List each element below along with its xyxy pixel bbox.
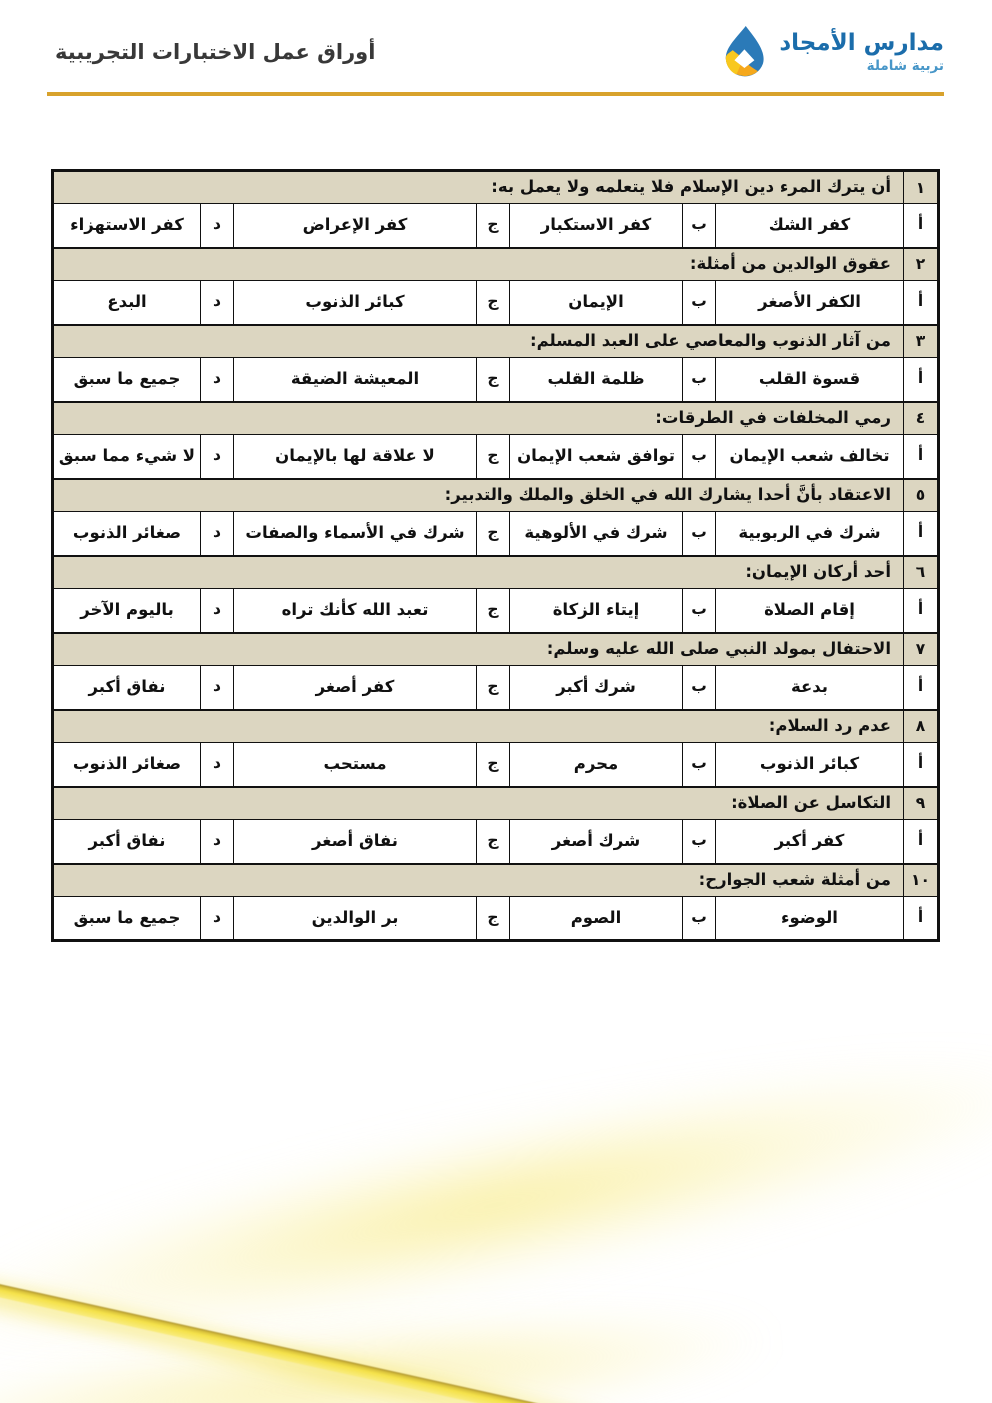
option-j-text: كفر أصغر <box>234 666 477 710</box>
option-letter-j: ج <box>477 820 510 864</box>
option-b-text: ظلمة القلب <box>510 358 683 402</box>
question-text: التكاسل عن الصلاة: <box>53 787 904 820</box>
yellow-glow-swoosh <box>0 1012 992 1398</box>
option-d-text: صغائر الذنوب <box>53 743 201 787</box>
question-text: عدم رد السلام: <box>53 710 904 743</box>
question-number: ٤ <box>904 402 939 435</box>
option-letter-a: أ <box>904 897 939 941</box>
school-logo <box>718 24 944 80</box>
question-text: الاحتفال بمولد النبي صلى الله عليه وسلم: <box>53 633 904 666</box>
question-number: ١ <box>904 171 939 204</box>
option-d-text: كفر الاستهزاء <box>53 204 201 248</box>
option-d-text: لا شيء مما سبق <box>53 435 201 479</box>
option-a-text: قسوة القلب <box>716 358 904 402</box>
question-row <box>53 556 939 589</box>
question-text: من آثار الذنوب والمعاصي على العبد المسلم: <box>53 325 904 358</box>
option-letter-a: أ <box>904 358 939 402</box>
option-a-text: كفر الشك <box>716 204 904 248</box>
option-letter-a: أ <box>904 435 939 479</box>
header-divider <box>47 92 944 96</box>
option-j-text: نفاق أصغر <box>234 820 477 864</box>
option-j-text: المعيشة الضيقة <box>234 358 477 402</box>
option-d-text: نفاق أكبر <box>53 820 201 864</box>
option-j-text: شرك في الأسماء والصفات <box>234 512 477 556</box>
options-row <box>53 820 939 864</box>
option-a-text: بدعة <box>716 666 904 710</box>
option-letter-a: أ <box>904 512 939 556</box>
quiz-table-body <box>53 171 939 941</box>
option-d-text: البدع <box>53 281 201 325</box>
option-letter-j: ج <box>477 358 510 402</box>
option-letter-a: أ <box>904 589 939 633</box>
droplet-logo-icon <box>718 24 770 80</box>
options-row <box>53 897 939 941</box>
option-j-text: لا علاقة لها بالإيمان <box>234 435 477 479</box>
question-row <box>53 248 939 281</box>
options-row <box>53 435 939 479</box>
options-row <box>53 281 939 325</box>
option-letter-d: د <box>201 820 234 864</box>
option-letter-j: ج <box>477 589 510 633</box>
option-a-text: تخالف شعب الإيمان <box>716 435 904 479</box>
option-letter-b: ب <box>683 512 716 556</box>
question-row <box>53 633 939 666</box>
option-letter-a: أ <box>904 204 939 248</box>
option-letter-d: د <box>201 743 234 787</box>
option-b-text: شرك أصغر <box>510 820 683 864</box>
page-title: أوراق عمل الاختبارات التجريبية <box>55 39 376 64</box>
question-row <box>53 325 939 358</box>
option-a-text: شرك في الربوبية <box>716 512 904 556</box>
option-b-text: الإيمان <box>510 281 683 325</box>
question-text: أحد أركان الإيمان: <box>53 556 904 589</box>
question-row <box>53 787 939 820</box>
option-letter-a: أ <box>904 281 939 325</box>
option-letter-a: أ <box>904 743 939 787</box>
options-row <box>53 666 939 710</box>
question-number: ٢ <box>904 248 939 281</box>
question-text: أن يترك المرء دين الإسلام فلا يتعلمه ولا يعمل به: <box>53 171 904 204</box>
option-j-text: بر الوالدين <box>234 897 477 941</box>
options-row <box>53 589 939 633</box>
option-letter-j: ج <box>477 666 510 710</box>
option-letter-j: ج <box>477 435 510 479</box>
option-letter-d: د <box>201 281 234 325</box>
option-letter-b: ب <box>683 589 716 633</box>
option-letter-d: د <box>201 358 234 402</box>
option-letter-a: أ <box>904 666 939 710</box>
option-letter-d: د <box>201 435 234 479</box>
option-a-text: إقام الصلاة <box>716 589 904 633</box>
option-d-text: جميع ما سبق <box>53 897 201 941</box>
option-letter-j: ج <box>477 512 510 556</box>
option-b-text: شرك في الألوهية <box>510 512 683 556</box>
options-row <box>53 512 939 556</box>
school-tagline: تربية شاملة <box>866 57 944 74</box>
option-letter-b: ب <box>683 358 716 402</box>
question-row <box>53 710 939 743</box>
option-d-text: باليوم الآخر <box>53 589 201 633</box>
option-b-text: محرم <box>510 743 683 787</box>
question-number: ٨ <box>904 710 939 743</box>
option-b-text: إيتاء الزكاة <box>510 589 683 633</box>
option-b-text: الصوم <box>510 897 683 941</box>
option-letter-d: د <box>201 897 234 941</box>
option-letter-j: ج <box>477 743 510 787</box>
options-row <box>53 358 939 402</box>
school-name: مدارس الأمجاد <box>779 30 944 57</box>
option-d-text: جميع ما سبق <box>53 358 201 402</box>
option-letter-d: د <box>201 204 234 248</box>
option-a-text: الكفر الأصغر <box>716 281 904 325</box>
option-letter-j: ج <box>477 281 510 325</box>
logo-text-block <box>779 30 944 73</box>
options-row <box>53 204 939 248</box>
question-text: عقوق الوالدين من أمثلة: <box>53 248 904 281</box>
question-number: ٦ <box>904 556 939 589</box>
option-letter-d: د <box>201 666 234 710</box>
option-a-text: الوضوء <box>716 897 904 941</box>
question-number: ١٠ <box>904 864 939 897</box>
option-d-text: نفاق أكبر <box>53 666 201 710</box>
option-b-text: توافق شعب الإيمان <box>510 435 683 479</box>
option-a-text: كبائر الذنوب <box>716 743 904 787</box>
question-text: رمي المخلفات في الطرقات: <box>53 402 904 435</box>
question-row <box>53 171 939 204</box>
option-j-text: كبائر الذنوب <box>234 281 477 325</box>
option-letter-b: ب <box>683 743 716 787</box>
option-b-text: كفر الاستكبار <box>510 204 683 248</box>
page-header <box>0 0 992 92</box>
option-letter-j: ج <box>477 897 510 941</box>
option-j-text: كفر الإعراض <box>234 204 477 248</box>
options-row <box>53 743 939 787</box>
option-letter-d: د <box>201 512 234 556</box>
option-d-text: صغائر الذنوب <box>53 512 201 556</box>
option-j-text: تعبد الله كأنك تراه <box>234 589 477 633</box>
option-letter-b: ب <box>683 435 716 479</box>
question-text: من أمثلة شعب الجوارح: <box>53 864 904 897</box>
option-letter-b: ب <box>683 666 716 710</box>
option-a-text: كفر أكبر <box>716 820 904 864</box>
yellow-ribbon-band <box>0 1279 602 1403</box>
option-letter-j: ج <box>477 204 510 248</box>
question-number: ٧ <box>904 633 939 666</box>
question-text: الاعتقاد بأنَّ أحدا يشارك الله في الخلق والملك والتدبير: <box>53 479 904 512</box>
option-letter-d: د <box>201 589 234 633</box>
option-b-text: شرك أكبر <box>510 666 683 710</box>
option-j-text: مستحب <box>234 743 477 787</box>
option-letter-b: ب <box>683 897 716 941</box>
question-number: ٩ <box>904 787 939 820</box>
question-row <box>53 864 939 897</box>
question-number: ٥ <box>904 479 939 512</box>
option-letter-b: ب <box>683 204 716 248</box>
yellow-glow-bottom <box>0 1283 783 1403</box>
question-row <box>53 479 939 512</box>
question-row <box>53 402 939 435</box>
option-letter-b: ب <box>683 820 716 864</box>
option-letter-a: أ <box>904 820 939 864</box>
option-letter-b: ب <box>683 281 716 325</box>
question-number: ٣ <box>904 325 939 358</box>
quiz-table <box>51 169 940 942</box>
